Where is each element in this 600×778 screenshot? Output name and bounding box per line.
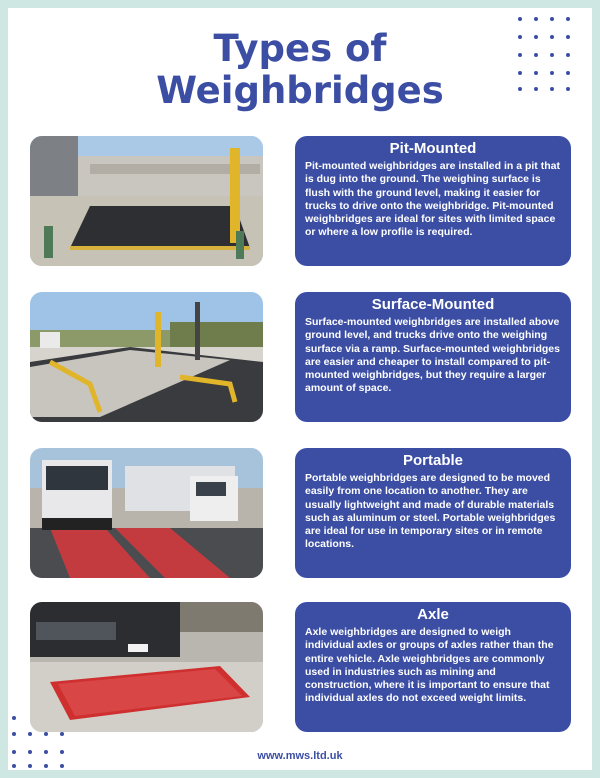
portable-heading: Portable (402, 452, 463, 469)
surface-mounted-heading: Surface-Mounted (371, 296, 495, 313)
infographic-page (8, 8, 592, 770)
surface-mounted-weighbridge-photo (30, 292, 263, 422)
portable-card (295, 448, 571, 578)
surface-mounted-card (295, 292, 571, 422)
axle-weighbridge-photo (30, 602, 263, 732)
axle-card (295, 602, 571, 732)
title-line-1: Types of (213, 27, 387, 70)
pit-mounted-description: Pit-mounted weighbridges are installed in a pit that is dug into the ground. The weighing surface is flush with the ground level, making it easier for trucks to drive onto the weighbridge. Pit-mounted weighbridges are ideal for sites with limited space or where a low profile is required. (305, 160, 560, 239)
pit-mounted-card (295, 136, 571, 266)
portable-description: Portable weighbridges are designed to be moved easily from one location to another. They are usually lightweight and made of durable materials such as aluminum or steel. Portable weighbridges are ideal for use in temporary sites or in remote locations. (305, 472, 556, 551)
surface-mounted-image (30, 292, 263, 422)
title-line-2: Weighbridges (156, 69, 444, 112)
pit-mounted-heading: Pit-Mounted (389, 140, 477, 157)
portable-weighbridge-photo (30, 448, 263, 578)
footer-website[interactable]: www.mws.ltd.uk (257, 750, 343, 762)
pit-mounted-weighbridge-photo (30, 136, 263, 266)
pit-mounted-image (30, 136, 263, 266)
portable-image (30, 448, 263, 578)
axle-image (30, 602, 263, 732)
page-title (8, 28, 592, 112)
axle-heading: Axle (417, 606, 449, 623)
surface-mounted-description: Surface-mounted weighbridges are installed above ground level, and trucks drive onto the weighing surface via a ramp. Surface-mounted weighbridges are easier and cheaper to install compared to pit-mounted weighbridges, but they require a larger amount of space. (305, 316, 560, 395)
axle-description: Axle weighbridges are designed to weigh individual axles or groups of axles rather than the entire vehicle. Axle weighbridges are commonly used in industries such as mining and construction, where it is important to ensure that individual axles do not exceed weight limits. (305, 626, 554, 705)
